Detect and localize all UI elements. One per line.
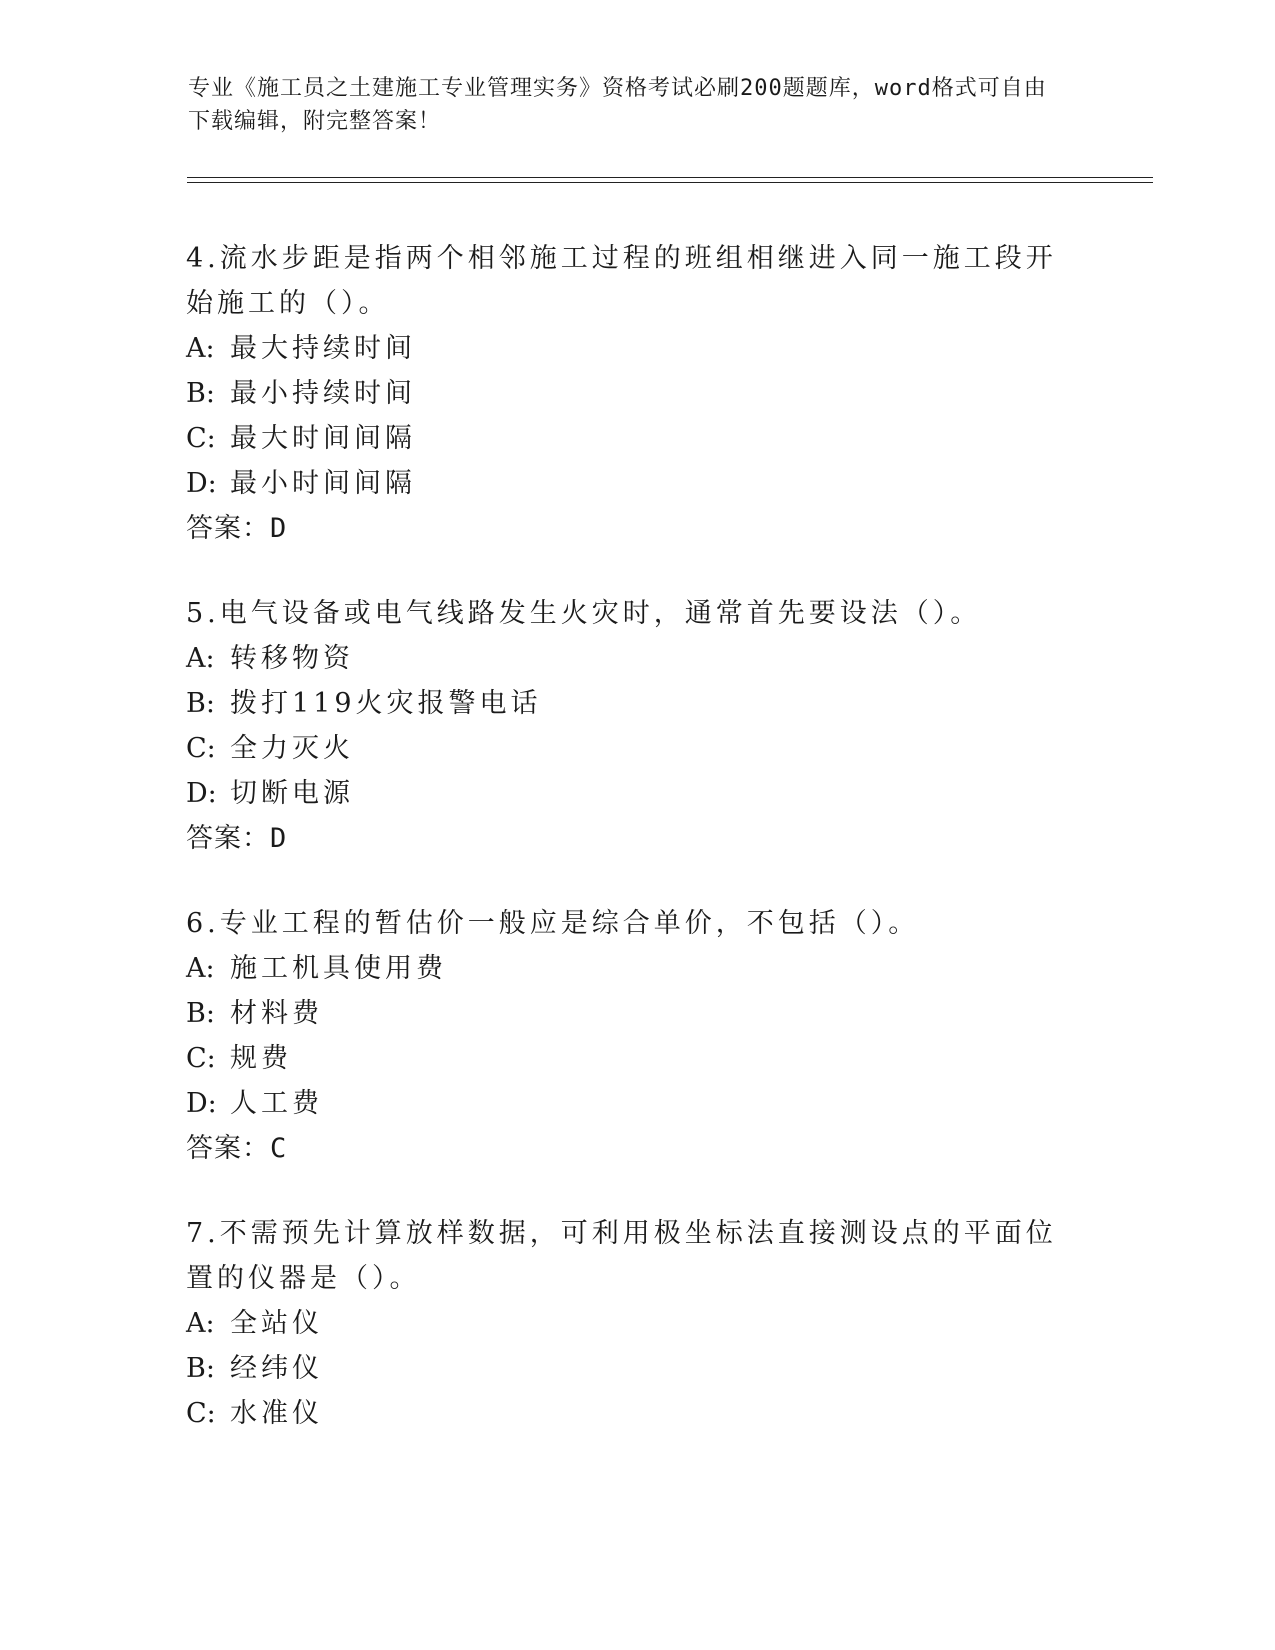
option-b: [186, 371, 1066, 416]
header-divider-bottom: [187, 182, 1153, 183]
answer: 答案：C: [186, 1133, 288, 1164]
option-d: [186, 461, 1066, 506]
question-stem: 5.电气设备或电气线路发生火灾时，通常首先要设法（）。: [186, 598, 982, 629]
option-letter: C:: [186, 423, 216, 454]
option-a: [186, 326, 1066, 371]
question-list: [186, 236, 1066, 1476]
option-text: 人工费: [230, 1088, 323, 1119]
answer: 答案：D: [186, 513, 288, 544]
option-text: 经纬仪: [230, 1353, 323, 1384]
option-letter: C:: [186, 1043, 216, 1074]
question-stem: 7.不需预先计算放样数据，可利用极坐标法直接测设点的平面位置的仪器是（）。: [186, 1218, 1057, 1294]
option-c: [186, 416, 1066, 461]
option-text: 规费: [230, 1043, 292, 1074]
option-a: [186, 636, 1066, 681]
option-text: 最大时间间隔: [230, 423, 416, 454]
question-stem: 4.流水步距是指两个相邻施工过程的班组相继进入同一施工段开始施工的（）。: [186, 243, 1057, 319]
option-letter: A:: [186, 1308, 215, 1339]
document-header: [188, 72, 1068, 138]
option-letter: B:: [186, 998, 215, 1029]
option-b: [186, 1346, 1066, 1391]
option-letter: A:: [186, 333, 215, 364]
question-6: [186, 901, 1066, 1171]
option-text: 全站仪: [230, 1308, 323, 1339]
header-divider-top: [187, 177, 1153, 178]
option-letter: A:: [186, 953, 215, 984]
option-b: [186, 991, 1066, 1036]
header-text: 专业《施工员之土建施工专业管理实务》资格考试必刷200题题库，word格式可自由下载编辑，附完整答案！: [188, 76, 1047, 134]
option-b: [186, 681, 1066, 726]
option-c: [186, 1391, 1066, 1436]
option-text: 施工机具使用费: [230, 953, 447, 984]
option-c: [186, 726, 1066, 771]
option-text: 最小持续时间: [230, 378, 416, 409]
option-letter: B:: [186, 688, 215, 719]
option-a: [186, 946, 1066, 991]
answer: 答案：D: [186, 823, 288, 854]
question-7: [186, 1211, 1066, 1436]
option-letter: D:: [186, 1088, 217, 1119]
option-letter: B:: [186, 378, 215, 409]
option-text: 拨打119火灾报警电话: [230, 688, 542, 719]
option-letter: D:: [186, 468, 217, 499]
option-letter: C:: [186, 1398, 216, 1429]
option-c: [186, 1036, 1066, 1081]
option-text: 全力灭火: [230, 733, 354, 764]
option-letter: D:: [186, 778, 217, 809]
option-d: [186, 771, 1066, 816]
option-text: 最大持续时间: [230, 333, 416, 364]
option-text: 材料费: [230, 998, 323, 1029]
option-letter: A:: [186, 643, 215, 674]
option-text: 水准仪: [230, 1398, 323, 1429]
option-text: 转移物资: [230, 643, 354, 674]
option-text: 最小时间间隔: [230, 468, 416, 499]
option-letter: B:: [186, 1353, 215, 1384]
option-letter: C:: [186, 733, 216, 764]
option-d: [186, 1081, 1066, 1126]
question-stem: 6.专业工程的暂估价一般应是综合单价，不包括（）。: [186, 908, 920, 939]
question-4: [186, 236, 1066, 551]
option-text: 切断电源: [230, 778, 354, 809]
option-a: [186, 1301, 1066, 1346]
question-5: [186, 591, 1066, 861]
